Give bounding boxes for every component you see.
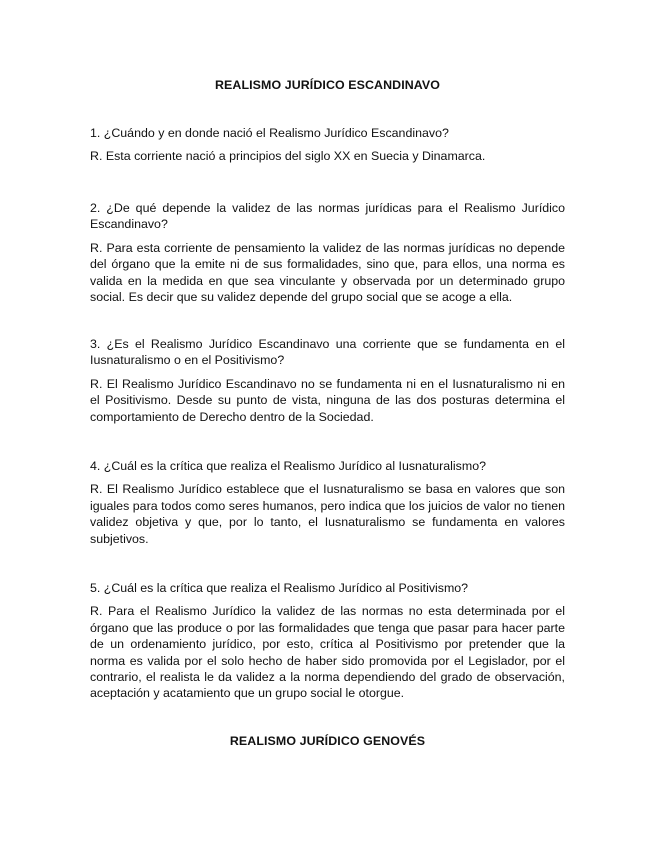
answer-1: R. Esta corriente nació a principios del siglo XX en Suecia y Dinamarca. bbox=[90, 149, 486, 164]
question-3: 3. ¿Es el Realismo Jurídico Escandinavo una corriente que se fundamenta en el Iusnaturalismo o en el Positivismo? bbox=[90, 337, 565, 368]
qa-item-3 bbox=[90, 336, 565, 425]
qa-item-2 bbox=[90, 200, 565, 305]
answer-4: R. El Realismo Jurídico establece que el Iusnaturalismo se basa en valores que son iguales para todos como seres humanos, pero indica que los juicios de valor no tienen validez objetiva y que, por lo tanto, el Iusnaturalismo se fundamenta en valores subjetivos. bbox=[90, 482, 565, 546]
question-2: 2. ¿De qué depende la validez de las normas jurídicas para el Realismo Jurídico Escandinavo? bbox=[90, 201, 565, 232]
qa-item-1 bbox=[90, 125, 565, 165]
answer-3: R. El Realismo Jurídico Escandinavo no se fundamenta ni en el Iusnaturalismo ni en el Positivismo. Desde su punto de vista, ninguna de las dos posturas determina el comportamiento de Derecho dentro de la Sociedad. bbox=[90, 376, 565, 424]
question-5: 5. ¿Cuál es la crítica que realiza el Realismo Jurídico al Positivismo? bbox=[90, 581, 469, 595]
qa-item-4 bbox=[90, 458, 565, 547]
question-4: 4. ¿Cuál es la crítica que realiza el Realismo Jurídico al Iusnaturalismo? bbox=[90, 459, 486, 473]
question-1: 1. ¿Cuándo y en donde nació el Realismo Jurídico Escandinavo? bbox=[90, 126, 449, 140]
document-title: REALISMO JURÍDICO ESCANDINAVO bbox=[214, 78, 441, 92]
answer-2: R. Para esta corriente de pensamiento la validez de las normas jurídicas no depende del órgano que la emite ni de sus formalidades, sino que, para ellos, una norma es valida en la medida en que sea vinculante y observada por un determinado grupo social. Es decir que su validez depende del grupo social que se acoge a ella. bbox=[90, 240, 565, 305]
next-section-title: REALISMO JURÍDICO GENOVÉS bbox=[229, 734, 426, 748]
answer-5: R. Para el Realismo Jurídico la validez de las normas no esta determinada por el órgano que las produce o por las formalidades que tenga que pasar para hacer parte de un ordenamiento jurídico, por esto, crítica al Positivismo por pretender que la norma es valida por el solo hecho de haber sido promovida por el Legislador, por el contrario, el realista le da validez a la norma dependiendo del grado de observación, aceptación y acatamiento que un grupo social le otorgue. bbox=[90, 604, 565, 701]
qa-item-5 bbox=[90, 580, 565, 702]
